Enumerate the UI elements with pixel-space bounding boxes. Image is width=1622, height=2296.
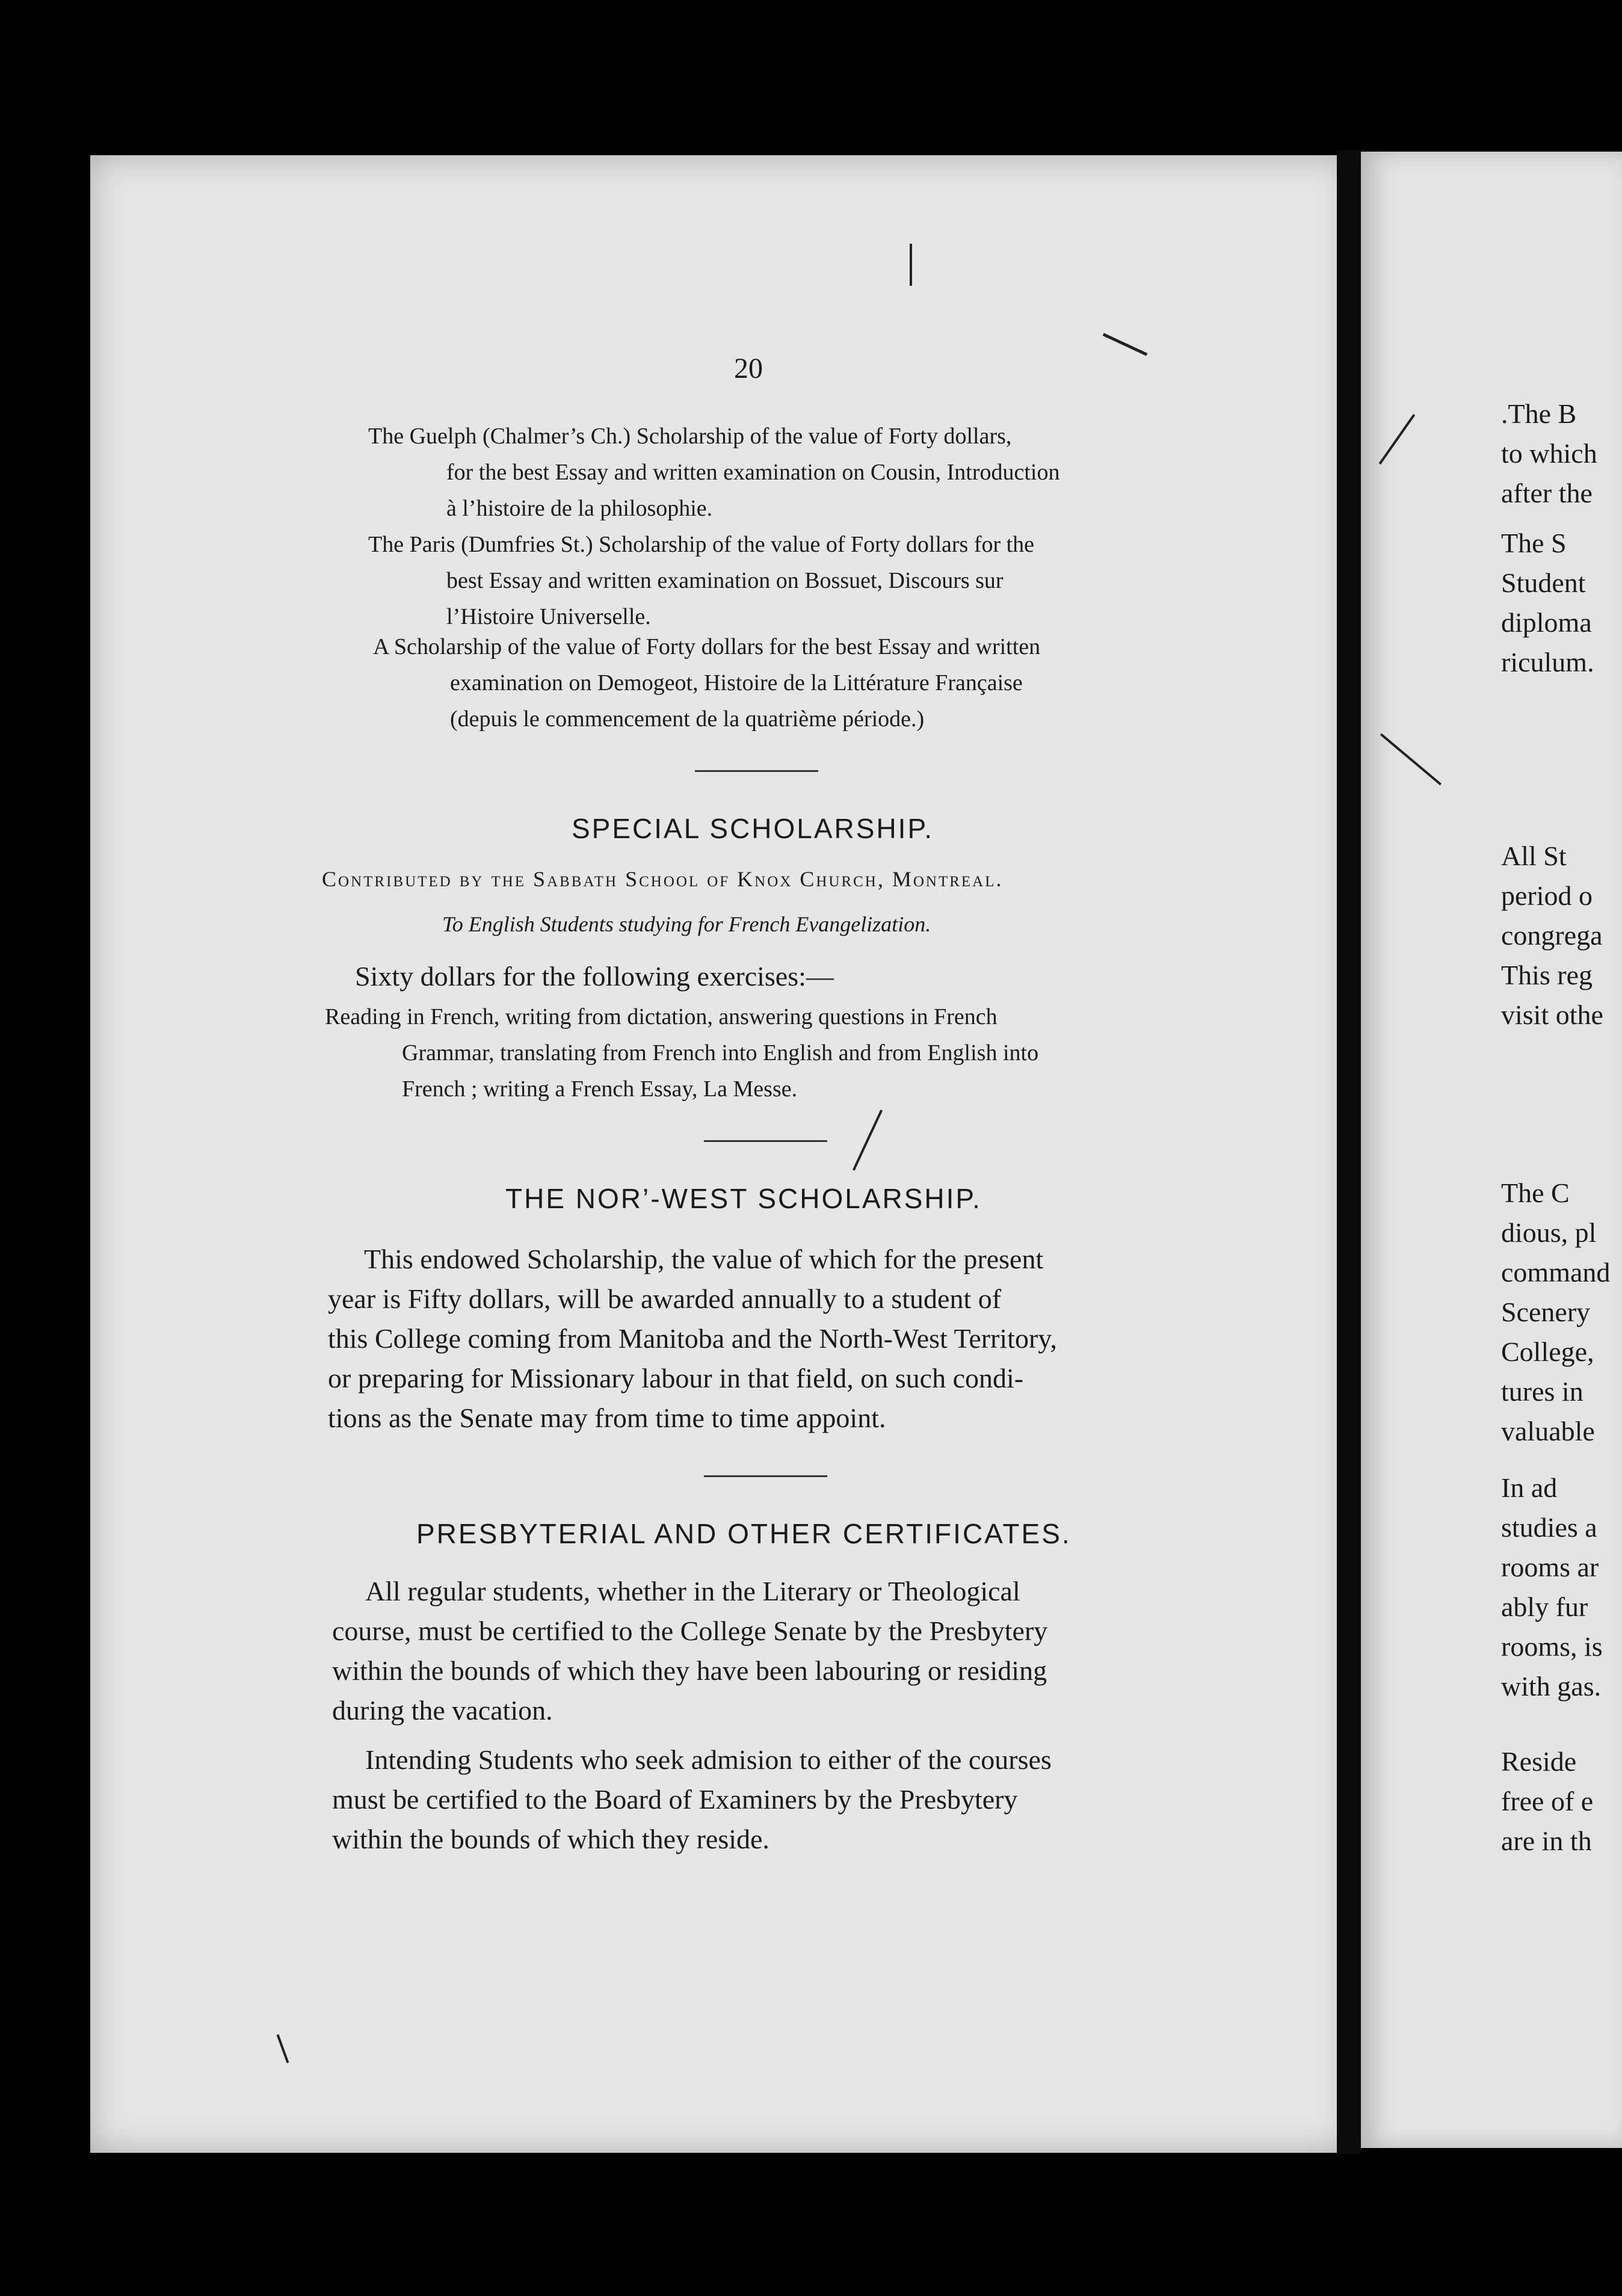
right-line: free of e: [1501, 1786, 1594, 1816]
right-line: College,: [1501, 1336, 1594, 1367]
right-line: with gas.: [1501, 1671, 1602, 1702]
right-line: riculum.: [1501, 647, 1594, 677]
special-scholarship-heading: SPECIAL SCHOLARSHIP.: [572, 813, 934, 844]
paragraph-line: within the bounds of which they reside.: [332, 1824, 769, 1854]
right-line: The C: [1501, 1177, 1570, 1208]
right-line: Student: [1501, 567, 1586, 598]
paragraph-line: course, must be certified to the College Senate by the Presbytery: [332, 1616, 1048, 1646]
paragraph-line: tions as the Senate may from time to time appoint.: [328, 1403, 886, 1433]
right-line: ably fur: [1501, 1591, 1588, 1622]
entry-line: French ; writing a French Essay, La Messe.: [402, 1076, 798, 1102]
right-page-block-1: [1501, 394, 1597, 513]
right-line: after the: [1501, 478, 1593, 508]
entry-line: A Scholarship of the value of Forty dollars for the best Essay and written: [373, 634, 1041, 659]
entry-line: l’Histoire Universelle.: [446, 604, 651, 629]
right-page-block-4: [1501, 1173, 1610, 1451]
right-line: dious, pl: [1501, 1217, 1597, 1248]
entry-line: The Paris (Dumfries St.) Scholarship of the value of Forty dollars for the: [368, 532, 1035, 557]
right-line: diploma: [1501, 607, 1592, 638]
paragraph-line: or preparing for Missionary labour in that field, on such condi-: [328, 1363, 1024, 1393]
entry-line: Grammar, translating from French into English and from English into: [402, 1040, 1039, 1066]
entry-line: examination on Demogeot, Histoire de la Littérature Française: [450, 670, 1023, 696]
entry-line: (depuis le commencement de la quatrième période.): [450, 706, 925, 732]
norwest-heading: THE NOR’-WEST SCHOLARSHIP.: [505, 1183, 982, 1214]
special-subtitle: To English Students studying for French Evangelization.: [442, 912, 931, 936]
right-line: congrega: [1501, 920, 1603, 951]
right-page-block-6: [1501, 1742, 1593, 1861]
right-line: Scenery: [1501, 1297, 1591, 1327]
certificates-paragraph-1: [332, 1572, 1047, 1730]
right-line: .The B: [1501, 398, 1577, 429]
right-page-block-3: [1501, 836, 1603, 1035]
right-line: All St: [1501, 841, 1567, 871]
right-line: studies a: [1501, 1512, 1597, 1543]
contributed-line: Contributed by the Sabbath School of Knox Church, Montreal.: [322, 867, 1004, 891]
paragraph-line: within the bounds of which they have been labouring or residing: [332, 1655, 1047, 1686]
paragraph-line: during the vacation.: [332, 1695, 553, 1726]
certificates-paragraph-2: [332, 1740, 1052, 1859]
entry-line: Reading in French, writing from dictation, answering questions in French: [325, 1004, 998, 1029]
special-intro: Sixty dollars for the following exercises:—: [355, 961, 834, 992]
scholarship-entry-guelph: [368, 418, 1059, 526]
paragraph-line: year is Fifty dollars, will be awarded annually to a student of: [328, 1283, 1002, 1314]
right-line: period o: [1501, 880, 1593, 911]
scholarship-entry-demogeot: [373, 629, 1040, 737]
right-page-block-5: [1501, 1468, 1603, 1706]
entry-line: best Essay and written examination on Bossuet, Discours sur: [446, 568, 1004, 593]
right-line: rooms ar: [1501, 1552, 1599, 1582]
right-line: valuable: [1501, 1416, 1595, 1446]
right-line: rooms, is: [1501, 1631, 1603, 1662]
scholarship-entry-paris: [368, 526, 1034, 635]
section-divider: [695, 770, 818, 772]
norwest-paragraph: [328, 1239, 1057, 1438]
right-line: tures in: [1501, 1376, 1583, 1407]
certificates-heading: PRESBYTERIAL AND OTHER CERTIFICATES.: [416, 1518, 1072, 1549]
entry-line: The Guelph (Chalmer’s Ch.) Scholarship of the value of Forty dollars,: [368, 424, 1012, 449]
paragraph-line: Intending Students who seek admision to either of the courses: [365, 1744, 1052, 1775]
right-page-block-2: [1501, 523, 1594, 682]
right-line: are in th: [1501, 1825, 1592, 1856]
right-line: The S: [1501, 528, 1567, 558]
paragraph-line: This endowed Scholarship, the value of which for the present: [364, 1244, 1044, 1274]
entry-line: à l’histoire de la philosophie.: [446, 496, 713, 521]
entry-line: for the best Essay and written examination on Cousin, Introduction: [446, 460, 1060, 485]
paragraph-line: must be certified to the Board of Examiners by the Presbytery: [332, 1784, 1018, 1815]
right-line: This reg: [1501, 960, 1593, 990]
right-line: command: [1501, 1257, 1611, 1288]
section-divider: [704, 1140, 827, 1142]
paragraph-line: All regular students, whether in the Literary or Theological: [365, 1576, 1020, 1606]
pencil-mark: [910, 244, 912, 286]
right-line: to which: [1501, 438, 1597, 469]
book-gutter: [1337, 150, 1361, 2154]
right-line: visit othe: [1501, 999, 1603, 1030]
page-number: 20: [734, 353, 763, 384]
paragraph-line: this College coming from Manitoba and the North-West Territory,: [328, 1323, 1057, 1354]
special-exercises: [325, 999, 1038, 1107]
right-line: In ad: [1501, 1472, 1558, 1503]
section-divider: [704, 1475, 827, 1477]
right-line: Reside: [1501, 1746, 1577, 1777]
